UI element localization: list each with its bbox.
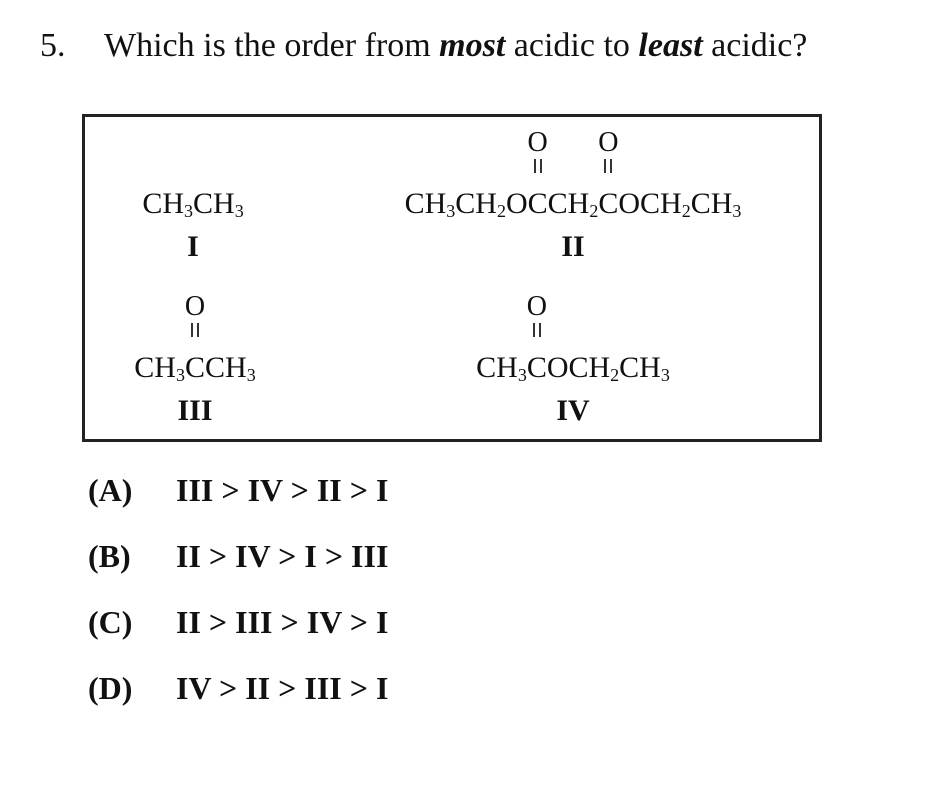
formula-subscript: 3: [234, 201, 244, 221]
carbonyl-group: [598, 127, 619, 221]
formula-subscript: 3: [184, 201, 193, 221]
choice-b[interactable]: [88, 534, 388, 578]
carbonyl-group: [527, 127, 548, 221]
compound-iii-formula: [115, 291, 275, 385]
double-bond-icon: [604, 159, 612, 173]
question-text-part: acidic?: [702, 27, 808, 64]
choice-answer: II > IV > I > III: [176, 538, 389, 574]
formula-part: CH: [205, 351, 247, 384]
formula-part: CH: [193, 187, 235, 220]
formula-part: CH: [690, 187, 733, 220]
formula-part: C: [526, 351, 547, 384]
formula-part: CH: [134, 351, 176, 384]
compound-ii-formula: [363, 127, 783, 221]
choice-answer: IV > II > III > I: [176, 670, 389, 706]
formula-subscript: 2: [589, 201, 599, 221]
choice-letter: (A): [88, 472, 133, 508]
formula-part: CH: [476, 351, 518, 384]
formula-part: OCH: [618, 187, 682, 220]
emphasis-least: least: [638, 27, 703, 64]
formula-part: C: [527, 187, 548, 220]
carbonyl-oxygen: O: [526, 291, 547, 322]
carbonyl-oxygen: O: [184, 291, 206, 322]
formula-subscript: 2: [681, 201, 691, 221]
carbonyl-group: [526, 291, 547, 385]
question-text: [104, 22, 864, 70]
formula-part: CH: [404, 187, 447, 220]
compound-iv: [433, 291, 713, 431]
question-text-part: acidic to: [505, 27, 639, 64]
compound-ii-label: II: [561, 230, 585, 263]
emphasis-most: most: [439, 27, 506, 64]
choice-c[interactable]: [88, 600, 388, 644]
carbonyl-group: [184, 291, 206, 385]
formula-part: C: [184, 351, 205, 384]
formula-part: CH: [455, 187, 497, 220]
compound-i-label: I: [187, 230, 199, 263]
formula-part: CH: [547, 187, 590, 220]
choice-a[interactable]: [88, 468, 388, 512]
choice-answer: III > IV > II > I: [176, 472, 389, 508]
formula-part: CH: [619, 351, 661, 384]
choice-letter: (C): [88, 604, 133, 640]
double-bond-icon: [533, 323, 541, 337]
compounds-box: [82, 114, 822, 442]
double-bond-icon: [191, 323, 199, 337]
formula-part: CH: [142, 187, 184, 220]
formula-subscript: 3: [246, 365, 256, 385]
formula-subscript: 3: [660, 365, 670, 385]
choice-answer: II > III > IV > I: [176, 604, 389, 640]
compound-iv-formula: [433, 291, 713, 385]
choice-letter: (D): [88, 670, 133, 706]
formula-part: O: [505, 187, 528, 220]
compound-ii: [363, 127, 783, 267]
formula-subscript: 3: [175, 365, 185, 385]
carbonyl-oxygen: O: [598, 127, 619, 158]
question-number: 5.: [40, 27, 66, 64]
compound-iii: [115, 291, 275, 431]
double-bond-icon: [534, 159, 542, 173]
formula-subscript: 3: [446, 201, 456, 221]
choice-d[interactable]: [88, 666, 388, 710]
formula-subscript: 3: [517, 365, 527, 385]
compound-iii-label: III: [177, 394, 213, 427]
formula-subscript: 2: [610, 365, 620, 385]
formula-subscript: 2: [496, 201, 506, 221]
carbonyl-oxygen: O: [527, 127, 548, 158]
question-text-part: Which is the order from: [104, 27, 440, 64]
choice-letter: (B): [88, 538, 131, 574]
formula-subscript: 3: [732, 201, 742, 221]
compound-iv-label: IV: [556, 394, 590, 427]
formula-part: C: [598, 187, 619, 220]
compound-i-formula: [123, 187, 263, 221]
compound-i: [123, 187, 263, 267]
formula-part: OCH: [546, 351, 611, 384]
